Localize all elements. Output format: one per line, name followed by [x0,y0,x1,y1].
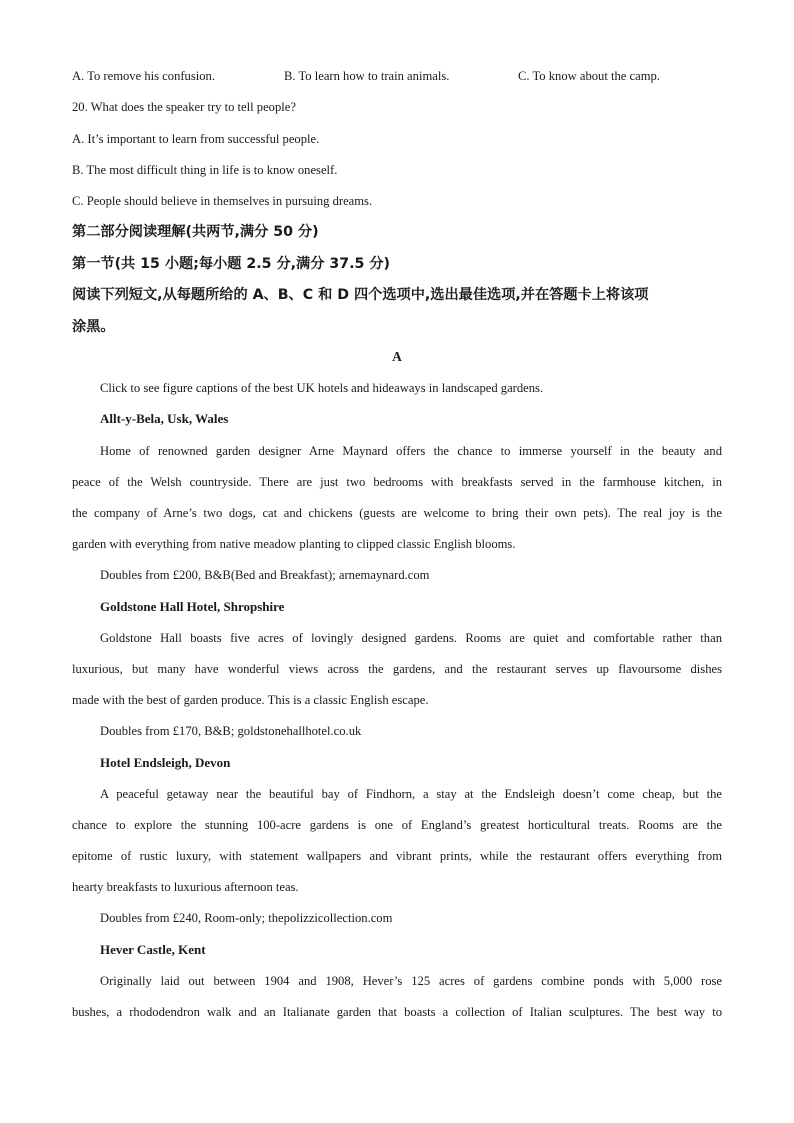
q20-option-c: C. People should believe in themselves in pursuing dreams. [72,194,373,208]
paragraph-line: Goldstone Hall boasts five acres of lovingly designed gardens. Rooms are quiet and comfortable rather than [100,631,722,645]
price-line: Doubles from £170, B&B; goldstonehallhotel.co.uk [100,724,362,738]
paragraph-line: the company of Arne’s two dogs, cat and chickens (guests are welcome to bring their own pets). The real joy is the [72,506,722,520]
part2-title: 第二部分阅读理解(共两节,满分 50 分) [72,224,319,240]
q19-options [72,68,722,84]
instruction-line-1: 阅读下列短文,从每题所给的 A、B、C 和 D 四个选项中,选出最佳选项,并在答题卡上将该项 [72,287,649,303]
instruction-line-2: 涂黑。 [72,319,115,335]
paragraph-line: garden with everything from native meadow planting to clipped classic English blooms. [72,537,516,551]
q20-question: 20. What does the speaker try to tell people? [72,100,296,114]
q19-option-a: A. To remove his confusion. [72,69,215,83]
paragraph-line: bushes, a rhododendron walk and an Italianate garden that boasts a collection of Italian sculptures. The best way to [72,1005,722,1019]
paragraph-line: Originally laid out between 1904 and 1908, Hever’s 125 acres of gardens combine ponds with 5,000 rose [100,974,722,988]
paragraph-line: made with the best of garden produce. This is a classic English escape. [72,693,429,707]
paragraph-line: peace of the Welsh countryside. There are just two bedrooms with breakfasts served in the farmhouse kitchen, in [72,475,722,489]
q20-option-a: A. It’s important to learn from successful people. [72,132,320,146]
hotel-heading-hever: Hever Castle, Kent [100,942,206,957]
passage-letter: A [392,349,402,364]
price-line: Doubles from £240, Room-only; thepolizzicollection.com [100,911,393,925]
q19-option-b: B. To learn how to train animals. [284,69,450,83]
section1-title: 第一节(共 15 小题;每小题 2.5 分,满分 37.5 分) [72,256,390,272]
paragraph-line: Home of renowned garden designer Arne Maynard offers the chance to immerse yourself in the beauty and [100,444,722,458]
price-line: Doubles from £200, B&B(Bed and Breakfast); arnemaynard.com [100,568,430,582]
paragraph-line: luxurious, but many have wonderful views across the gardens, and the restaurant serves up flavoursome dishes [72,662,722,676]
paragraph-line: hearty breakfasts to luxurious afternoon teas. [72,880,299,894]
paragraph-line: epitome of rustic luxury, with statement wallpapers and vibrant prints, while the restaurant offers everything from [72,849,722,863]
q19-option-c: C. To know about the camp. [518,69,660,83]
hotel-heading-allt-y-bela: Allt-y-Bela, Usk, Wales [100,411,229,426]
paragraph-line: chance to explore the stunning 100-acre gardens is one of England’s greatest horticultural treats. Rooms are the [72,818,722,832]
q20-option-b: B. The most difficult thing in life is to know oneself. [72,163,338,177]
hotel-heading-endsleigh: Hotel Endsleigh, Devon [100,755,231,770]
passage-intro: Click to see figure captions of the best UK hotels and hideaways in landscaped gardens. [100,381,544,395]
paragraph-line: A peaceful getaway near the beautiful bay of Findhorn, a stay at the Endsleigh doesn’t come cheap, but the [100,787,722,801]
hotel-heading-goldstone: Goldstone Hall Hotel, Shropshire [100,599,285,614]
